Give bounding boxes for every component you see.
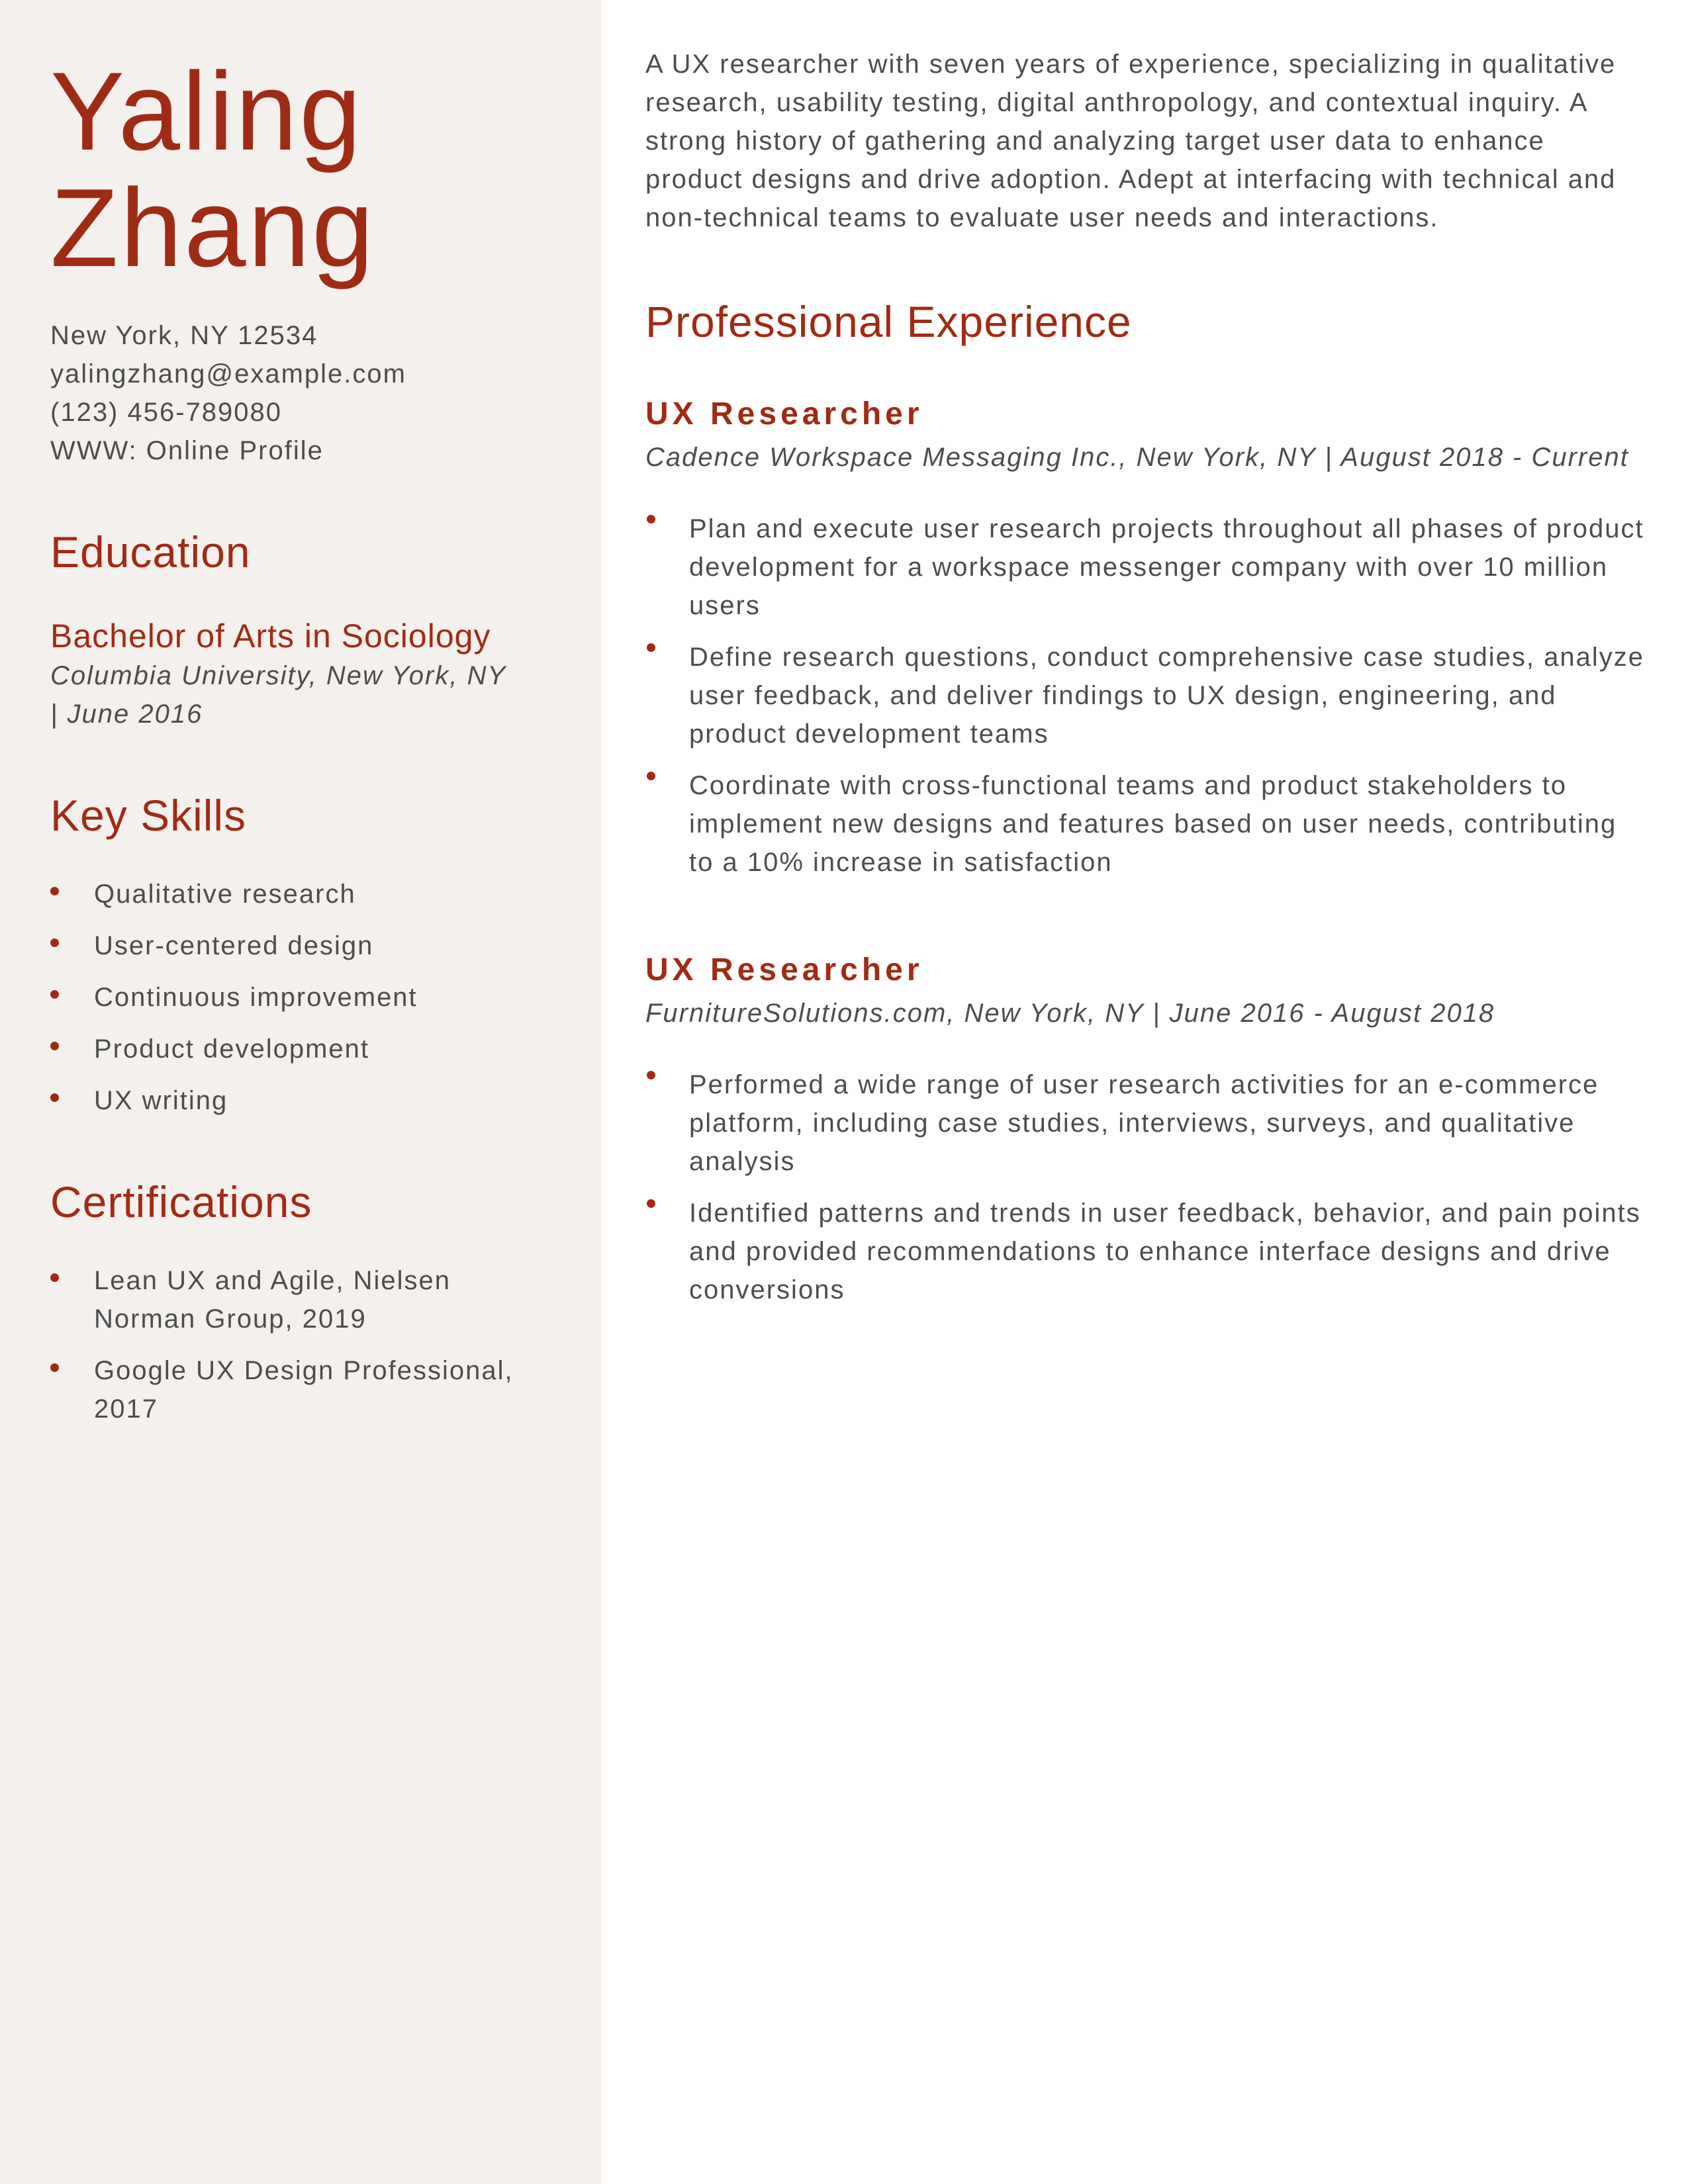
sidebar bbox=[0, 0, 601, 2184]
skill-item bbox=[50, 927, 553, 965]
certifications-heading: Certifications bbox=[50, 1177, 312, 1226]
bullet-dot-icon bbox=[647, 772, 655, 780]
professional-summary: A UX researcher with seven years of experience, specializing in qualitative research, usability testing, digital anthropology, and contextual inquiry. A strong history of gathering and analyzing target user data to enhance product designs and drive adoption. Adept at interfacing with technical and non-technical teams to evaluate user needs and interactions. bbox=[645, 50, 1617, 232]
job-meta: Cadence Workspace Messaging Inc., New York, NY | August 2018 - Current bbox=[645, 443, 1629, 472]
bullet-dot-icon bbox=[50, 1042, 59, 1050]
sidebar-content bbox=[50, 49, 553, 1441]
job-bullet bbox=[645, 638, 1645, 753]
education-heading: Education bbox=[50, 527, 251, 576]
skill-item bbox=[50, 1081, 553, 1120]
job-title: UX Researcher bbox=[645, 952, 923, 987]
skill-label: Product development bbox=[94, 1034, 370, 1064]
main-content bbox=[645, 45, 1645, 1322]
bullet-dot-icon bbox=[647, 643, 655, 652]
contact-website[interactable]: WWW: Online Profile bbox=[50, 436, 324, 465]
bullet-dot-icon bbox=[50, 1093, 59, 1102]
bullet-dot-icon bbox=[647, 515, 655, 523]
skill-label: Qualitative research bbox=[94, 880, 356, 909]
job-meta: FurnitureSolutions.com, New York, NY | June 2016 - August 2018 bbox=[645, 999, 1495, 1028]
skill-item bbox=[50, 978, 553, 1017]
job-entry bbox=[645, 394, 1645, 882]
job-title: UX Researcher bbox=[645, 396, 923, 432]
certifications-list bbox=[50, 1261, 553, 1428]
contact-phone: (123) 456-789080 bbox=[50, 398, 283, 427]
bullet-dot-icon bbox=[50, 887, 59, 895]
experience-heading: Professional Experience bbox=[645, 297, 1132, 346]
bullet-dot-icon bbox=[50, 938, 59, 947]
bullet-dot-icon bbox=[647, 1071, 655, 1079]
job-bullets bbox=[645, 1066, 1645, 1309]
certification-label: Lean UX and Agile, Nielsen Norman Group, 2019 bbox=[94, 1266, 451, 1334]
bullet-dot-icon bbox=[50, 1273, 59, 1282]
skill-item bbox=[50, 1030, 553, 1068]
certification-item bbox=[50, 1261, 553, 1338]
job-bullet-text: Define research questions, conduct comprehensive case studies, analyze user feedback, and deliver findings to UX design, engineering, and product development teams bbox=[689, 643, 1644, 749]
first-name: Yaling bbox=[50, 49, 363, 173]
education-school: Columbia University, New York, NY | June 2016 bbox=[50, 661, 506, 729]
education-degree: Bachelor of Arts in Sociology bbox=[50, 617, 491, 655]
job-bullet bbox=[645, 1194, 1645, 1309]
skill-item bbox=[50, 875, 553, 913]
skill-label: User-centered design bbox=[94, 931, 374, 960]
bullet-dot-icon bbox=[50, 990, 59, 999]
job-bullet bbox=[645, 766, 1645, 882]
job-bullet-text: Plan and execute user research projects throughout all phases of product development for a workspace messenger company with over 10 million users bbox=[689, 514, 1644, 620]
job-bullet bbox=[645, 1066, 1645, 1181]
last-name: Zhang bbox=[50, 165, 376, 290]
job-bullet-text: Identified patterns and trends in user feedback, behavior, and pain points and provided recommendations to enhance interface designs and drive conversions bbox=[689, 1199, 1641, 1304]
job-entry bbox=[645, 950, 1645, 1309]
bullet-dot-icon bbox=[50, 1363, 59, 1372]
bullet-dot-icon bbox=[647, 1199, 655, 1208]
certification-item bbox=[50, 1351, 553, 1428]
job-bullet-text: Performed a wide range of user research activities for an e-commerce platform, including case studies, interviews, surveys, and qualitative analysis bbox=[689, 1070, 1599, 1176]
job-bullets bbox=[645, 510, 1645, 882]
contact-location: New York, NY 12534 bbox=[50, 321, 318, 350]
skills-list bbox=[50, 875, 553, 1120]
contact-email[interactable]: yalingzhang@example.com bbox=[50, 359, 406, 388]
certification-label: Google UX Design Professional, 2017 bbox=[94, 1356, 514, 1424]
candidate-name bbox=[50, 49, 553, 290]
contact-info bbox=[50, 316, 553, 470]
skill-label: Continuous improvement bbox=[94, 983, 418, 1012]
skills-heading: Key Skills bbox=[50, 791, 247, 840]
job-bullet-text: Coordinate with cross-functional teams and product stakeholders to implement new designs and features based on user needs, contributing to a 10% increase in satisfaction bbox=[689, 771, 1617, 877]
skill-label: UX writing bbox=[94, 1086, 228, 1115]
job-bullet bbox=[645, 510, 1645, 625]
